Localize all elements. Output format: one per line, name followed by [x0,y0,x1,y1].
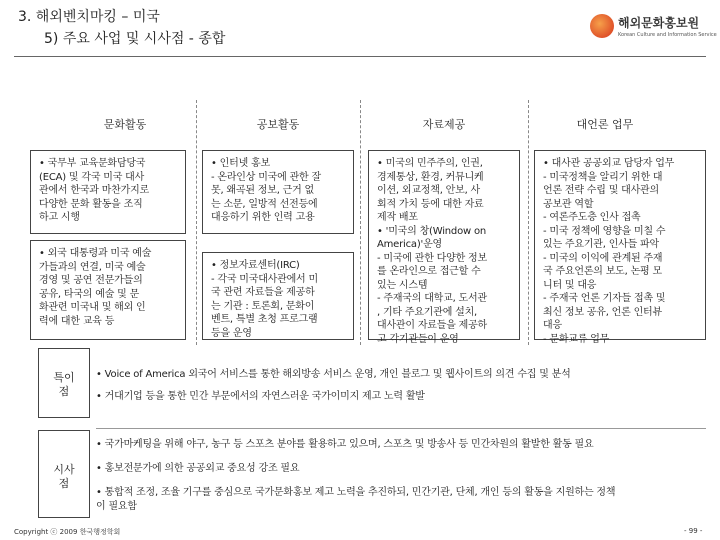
implications-item-3: • 통합적 조정, 조율 기구를 중심으로 국가문화홍보 제고 노력을 추진하되, 민간기관, 단체, 개인 등의 활동을 지원하는 정책 이 필요함 [96,487,616,512]
publicity-box-2-text: • 정보자료센터(IRC) - 각국 미국대사관에서 미 국 관련 자료들을 제공하 는 기관 : 토론회, 문화이 벤트, 특별 초청 프로그램 등을 운영 [211,260,318,339]
column-header-media: 대언론 업무 [576,118,634,131]
logo-mark-icon [590,14,614,38]
publicity-box-2 [202,252,354,340]
culture-box-1 [30,150,186,234]
header-divider [14,56,706,57]
column-separator [528,100,529,345]
footer-page-number: - 99 - [684,527,703,535]
special-item-1: • Voice of America 외국어 서비스를 통한 해외방송 서비스 운영, 개인 블로그 및 웹사이트의 의견 수집 및 분석 [96,369,571,380]
implications-label: 시사 점 [53,463,75,490]
footer-copyright: Copyright ⓒ 2009 한국행정학회 [14,528,121,536]
implications-label-box [38,430,90,518]
logo [590,12,717,44]
culture-box-2-text: • 외국 대통령과 미국 예술 가들과의 연결, 미국 예술 경영 및 공연 전문가들의 공유, 타국의 예술 및 문 화관련 미국내 및 해외 인 력에 대한 교육 등 [39,248,152,327]
column-separator [360,100,361,345]
page-subtitle: 5) 주요 사업 및 시사점 - 종합 [44,31,226,47]
column-separator [196,100,197,345]
section-divider [96,428,706,429]
culture-box-1-text: • 국무부 교육문화담당국 (ECA) 및 각국 미국 대사 관에서 한국과 마찬가지로 다양한 문화 활동을 조직 하고 시행 [39,158,150,223]
publicity-box-1-text: • 인터넷 홍보 - 온라인상 미국에 관한 잘 못, 왜곡된 정보, 근거 없 는 소문, 일방적 선전등에 대응하기 위한 인력 고용 [211,158,321,223]
column-header-culture: 문화활동 [103,118,147,131]
materials-box [368,150,520,345]
logo-text-en: Korean Culture and Information Service [618,32,717,38]
special-label: 특이 점 [53,371,75,398]
implications-item-2: • 홍보전문가에 의한 공공외교 중요성 강조 필요 [96,463,300,474]
materials-box-text: • 미국의 민주주의, 인권, 경제통상, 환경, 커뮤니케 이션, 외교정책, 안보, 사 회적 가치 등에 대한 자료 제작 배포 • '미국의 창(Window on America)'운영 - 미국에 관한 다양한 정보 를 온라인으로 접근할 수 있는 시스템 - 주재국의 대학교, 도서관 , 기타 주요기관에 설치, 대사관이 자료들을 제공하 고 각기관들이 운영 [377,158,488,345]
special-label-box [38,348,90,418]
publicity-box-1 [202,150,354,234]
column-header-publicity: 공보활동 [256,118,300,131]
logo-text-kr: 해외문화홍보원 [618,16,700,30]
column-header-materials: 자료제공 [422,118,466,131]
implications-item-1: • 국가마케팅을 위해 야구, 농구 등 스포츠 분야를 활용하고 있으며, 스포츠 및 방송사 등 민간차원의 활발한 활동 필요 [96,439,594,450]
special-item-2: • 거대기업 등을 통한 민간 부문에서의 자연스러운 국가이미지 제고 노력 활발 [96,391,425,402]
culture-box-2 [30,240,186,340]
page-title: 3. 해외벤치마킹 – 미국 [18,9,160,25]
media-box [534,150,706,345]
media-box-text: • 대사관 공공외교 담당자 업무 - 미국정책을 알리기 위한 대 언론 전략 수립 및 대사관의 공보관 역할 - 여론주도층 인사 접촉 - 미국 정책에 영향을 미칠 수 있는 주요기관, 인사들 파악 - 미국의 이익에 관계된 주재 국 주요언론의 보도, 논평 모 니터 및 대응 - 주재국 언론 기자들 접촉 및 최신 정보 공유, 언론 인터뷰 대응 - 문화교류 업무 [543,158,675,345]
